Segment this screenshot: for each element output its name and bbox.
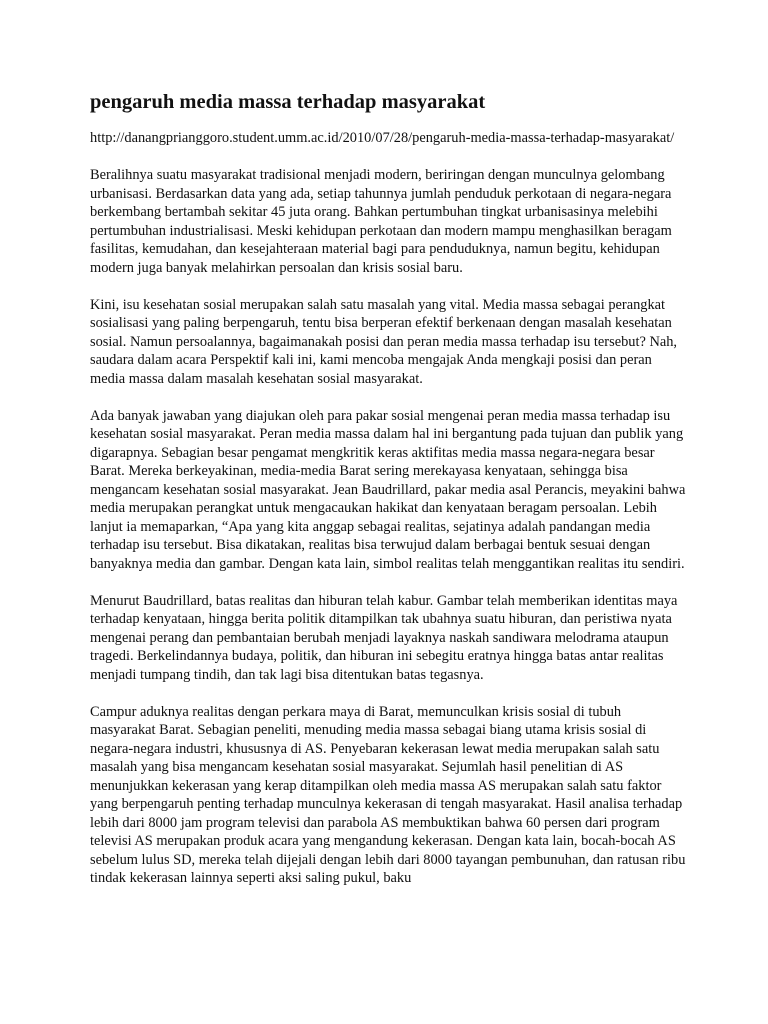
paragraph-2: Kini, isu kesehatan sosial merupakan salah satu masalah yang vital. Media massa sebagai perangkat sosialisasi yang paling berpengaruh, tentu bisa berperan efektif berkenaan dengan masalah kesehatan sosial. Namun persoalannya, bagaimanakah posisi dan peran media massa terhadap isu tersebut? Nah, saudara dalam acara Perspektif kali ini, kami mencoba mengajak Anda mengkaji posisi dan peran media massa dalam masalah kesehatan sosial masyarakat. <box>90 296 678 387</box>
paragraph-4: Menurut Baudrillard, batas realitas dan hiburan telah kabur. Gambar telah memberikan identitas maya terhadap kenyataan, hingga berita politik ditampilkan tak ubahnya suatu hiburan, dan peristiwa nyata mengenai perang dan pembantaian berubah menjadi layaknya naskah sandiwara melodrama ataupun tragedi. Berkelindannya budaya, politik, dan hiburan ini sebegitu eratnya hingga batas antar realitas menjadi tumpang tindih, dan tak lagi bisa ditentukan batas tegasnya. <box>90 592 678 683</box>
source-url: http://danangprianggoro.student.umm.ac.id/2010/07/28/pengaruh-media-massa-terhadap-masyarakat/ <box>90 130 675 146</box>
paragraph-5: Campur aduknya realitas dengan perkara maya di Barat, memunculkan krisis sosial di tubuh masyarakat Barat. Sebagian peneliti, menuding media massa sebagai biang utama krisis sosial di negara-negara industri, khususnya di AS. Penyebaran kekerasan lewat media merupakan salah satu masalah yang bisa mengancam kesehatan sosial masyarakat. Sejumlah hasil penelitian di AS menunjukkan kekerasan yang kerap ditampilkan oleh media massa AS merupakan salah satu faktor yang berpengaruh penting terhadap munculnya kekerasan di tengah masyarakat. Hasil analisa terhadap lebih dari 8000 jam program televisi dan parabola AS membuktikan bahwa 60 persen dari program televisi AS merupakan produk acara yang mengandung kekerasan. Dengan kata lain, bocah-bocah AS sebelum lulus SD, mereka telah dijejali dengan lebih dari 8000 tayangan pembunuhan, dan ratusan ribu tindak kekerasan lainnya seperti aksi saling pukul, baku <box>90 703 686 886</box>
paragraph-3: Ada banyak jawaban yang diajukan oleh para pakar sosial mengenai peran media massa terhadap isu kesehatan sosial masyarakat. Peran media massa dalam hal ini bergantung pada tujuan dan publik yang digarapnya. Sebagian besar pengamat mengkritik keras aktifitas media massa negara-negara besar Barat. Mereka berkeyakinan, media-media Barat sering merekayasa kenyataan, sehingga bisa mengancam kesehatan sosial masyarakat. Jean Baudrillard, pakar media asal Perancis, meyakini bahwa media merupakan perangkat untuk mengacaukan hakikat dan kenyataan beragam persoalan. Lebih lanjut ia memaparkan, “Apa yang kita anggap sebagai realitas, sejatinya adalah pandangan media terhadap isu tersebut. Bisa dikatakan, realitas bisa terwujud dalam berbagai bentuk sesuai dengan banyaknya media dan gambar. Dengan kata lain, simbol realitas telah menggantikan realitas itu sendiri. <box>90 407 686 572</box>
document-title: pengaruh media massa terhadap masyarakat <box>90 91 486 113</box>
document-page <box>90 0 688 888</box>
paragraph-1: Beralihnya suatu masyarakat tradisional menjadi modern, beriringan dengan munculnya gelombang urbanisasi. Berdasarkan data yang ada, setiap tahunnya jumlah penduduk perkotaan di negara-negara berkembang bertambah sekitar 45 juta orang. Bahkan pertumbuhan tingkat urbanisasinya melebihi pertumbuhan industrialisasi. Meski kehidupan perkotaan dan modern mampu menghasilkan beragam fasilitas, kemudahan, dan kesejahteraan material bagi para penduduknya, namun begitu, kehidupan modern juga banyak melahirkan persoalan dan krisis sosial baru. <box>90 167 672 276</box>
